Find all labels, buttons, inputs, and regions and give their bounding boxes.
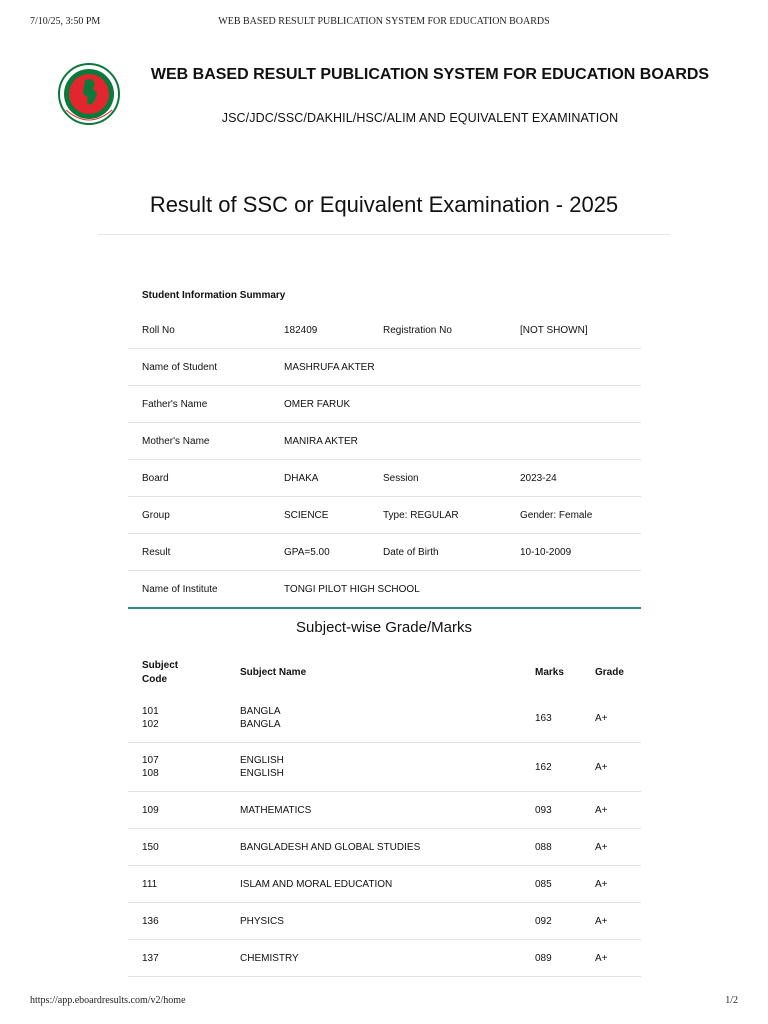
- subject-marks: 089: [521, 940, 581, 977]
- subject-code: 111: [128, 866, 226, 903]
- subject-code: 107 108: [128, 743, 226, 792]
- subject-grade: A+: [581, 903, 641, 940]
- subject-name: BANGLADESH AND GLOBAL STUDIES: [226, 829, 521, 866]
- subject-grade: A+: [581, 792, 641, 829]
- info-row: [128, 423, 641, 460]
- info-row: [128, 534, 641, 571]
- subject-name: CHEMISTRY: [226, 940, 521, 977]
- divider: [98, 234, 670, 235]
- subject-name: ENGLISH ENGLISH: [226, 743, 521, 792]
- subject-marks: 088: [521, 829, 581, 866]
- info-value: OMER FARUK: [270, 386, 641, 423]
- info-row: [128, 312, 641, 349]
- site-title: WEB BASED RESULT PUBLICATION SYSTEM FOR EDUCATION BOARDS: [150, 66, 710, 83]
- table-row: [128, 866, 641, 903]
- subject-marks: 093: [521, 792, 581, 829]
- info-label: Name of Student: [128, 349, 270, 386]
- page-url: https://app.eboardresults.com/v2/home: [30, 995, 186, 1006]
- subject-marks: 162: [521, 743, 581, 792]
- info-label: Session: [369, 460, 506, 497]
- info-value: Type: REGULAR: [369, 497, 506, 534]
- info-value: 2023-24: [506, 460, 641, 497]
- student-info-caption: Student Information Summary: [142, 290, 286, 301]
- info-row: [128, 497, 641, 534]
- info-value: SCIENCE: [270, 497, 369, 534]
- page-number: 1/2: [725, 995, 738, 1006]
- info-row: [128, 571, 641, 609]
- info-value: GPA=5.00: [270, 534, 369, 571]
- table-row: [128, 903, 641, 940]
- info-label: Roll No: [128, 312, 270, 349]
- info-label: Date of Birth: [369, 534, 506, 571]
- subject-name: PHYSICS: [226, 903, 521, 940]
- info-row: [128, 460, 641, 497]
- table-row: [128, 940, 641, 977]
- info-label: Father's Name: [128, 386, 270, 423]
- subject-code: 150: [128, 829, 226, 866]
- info-label: Mother's Name: [128, 423, 270, 460]
- subject-grade: A+: [581, 866, 641, 903]
- subject-marks: 163: [521, 694, 581, 743]
- table-row: [128, 694, 641, 743]
- table-row: [128, 792, 641, 829]
- table-header-row: [128, 652, 641, 694]
- result-title: Result of SSC or Equivalent Examination - 2025: [149, 192, 619, 217]
- table-row: [128, 829, 641, 866]
- subject-code: 109: [128, 792, 226, 829]
- subject-name: MATHEMATICS: [226, 792, 521, 829]
- subject-code: 101 102: [128, 694, 226, 743]
- info-row: [128, 349, 641, 386]
- table-row: [128, 743, 641, 792]
- subject-marks: 085: [521, 866, 581, 903]
- info-label: Name of Institute: [128, 571, 270, 609]
- info-value: MASHRUFA AKTER: [270, 349, 641, 386]
- subject-code: 136: [128, 903, 226, 940]
- subject-grades-heading: Subject-wise Grade/Marks: [296, 619, 472, 636]
- subject-grade: A+: [581, 829, 641, 866]
- column-header-name: Subject Name: [240, 667, 307, 678]
- info-row: [128, 386, 641, 423]
- column-header-code: Subject Code: [142, 660, 179, 685]
- subject-name: ISLAM AND MORAL EDUCATION: [226, 866, 521, 903]
- info-value: MANIRA AKTER: [270, 423, 641, 460]
- site-subtitle: JSC/JDC/SSC/DAKHIL/HSC/ALIM AND EQUIVALENT EXAMINATION: [221, 111, 619, 125]
- print-timestamp: 7/10/25, 3:50 PM: [30, 16, 101, 27]
- government-seal-logo: [58, 60, 120, 130]
- subject-grade: A+: [581, 694, 641, 743]
- info-value: [NOT SHOWN]: [506, 312, 641, 349]
- subject-marks: 092: [521, 903, 581, 940]
- column-header-grade: Grade: [595, 667, 624, 678]
- column-header-marks: Marks: [535, 667, 564, 678]
- student-info-table: [128, 312, 641, 609]
- subject-name: BANGLA BANGLA: [226, 694, 521, 743]
- subject-code: 137: [128, 940, 226, 977]
- info-label: Board: [128, 460, 270, 497]
- info-label: Group: [128, 497, 270, 534]
- info-label: Result: [128, 534, 270, 571]
- print-page-title: WEB BASED RESULT PUBLICATION SYSTEM FOR EDUCATION BOARDS: [218, 16, 550, 27]
- info-value: 10-10-2009: [506, 534, 641, 571]
- info-value: DHAKA: [270, 460, 369, 497]
- subject-grade: A+: [581, 743, 641, 792]
- info-value: TONGI PILOT HIGH SCHOOL: [270, 571, 641, 609]
- subject-marks-table: [128, 652, 641, 977]
- info-label: Registration No: [369, 312, 506, 349]
- info-value: 182409: [270, 312, 369, 349]
- subject-grade: A+: [581, 940, 641, 977]
- info-value: Gender: Female: [506, 497, 641, 534]
